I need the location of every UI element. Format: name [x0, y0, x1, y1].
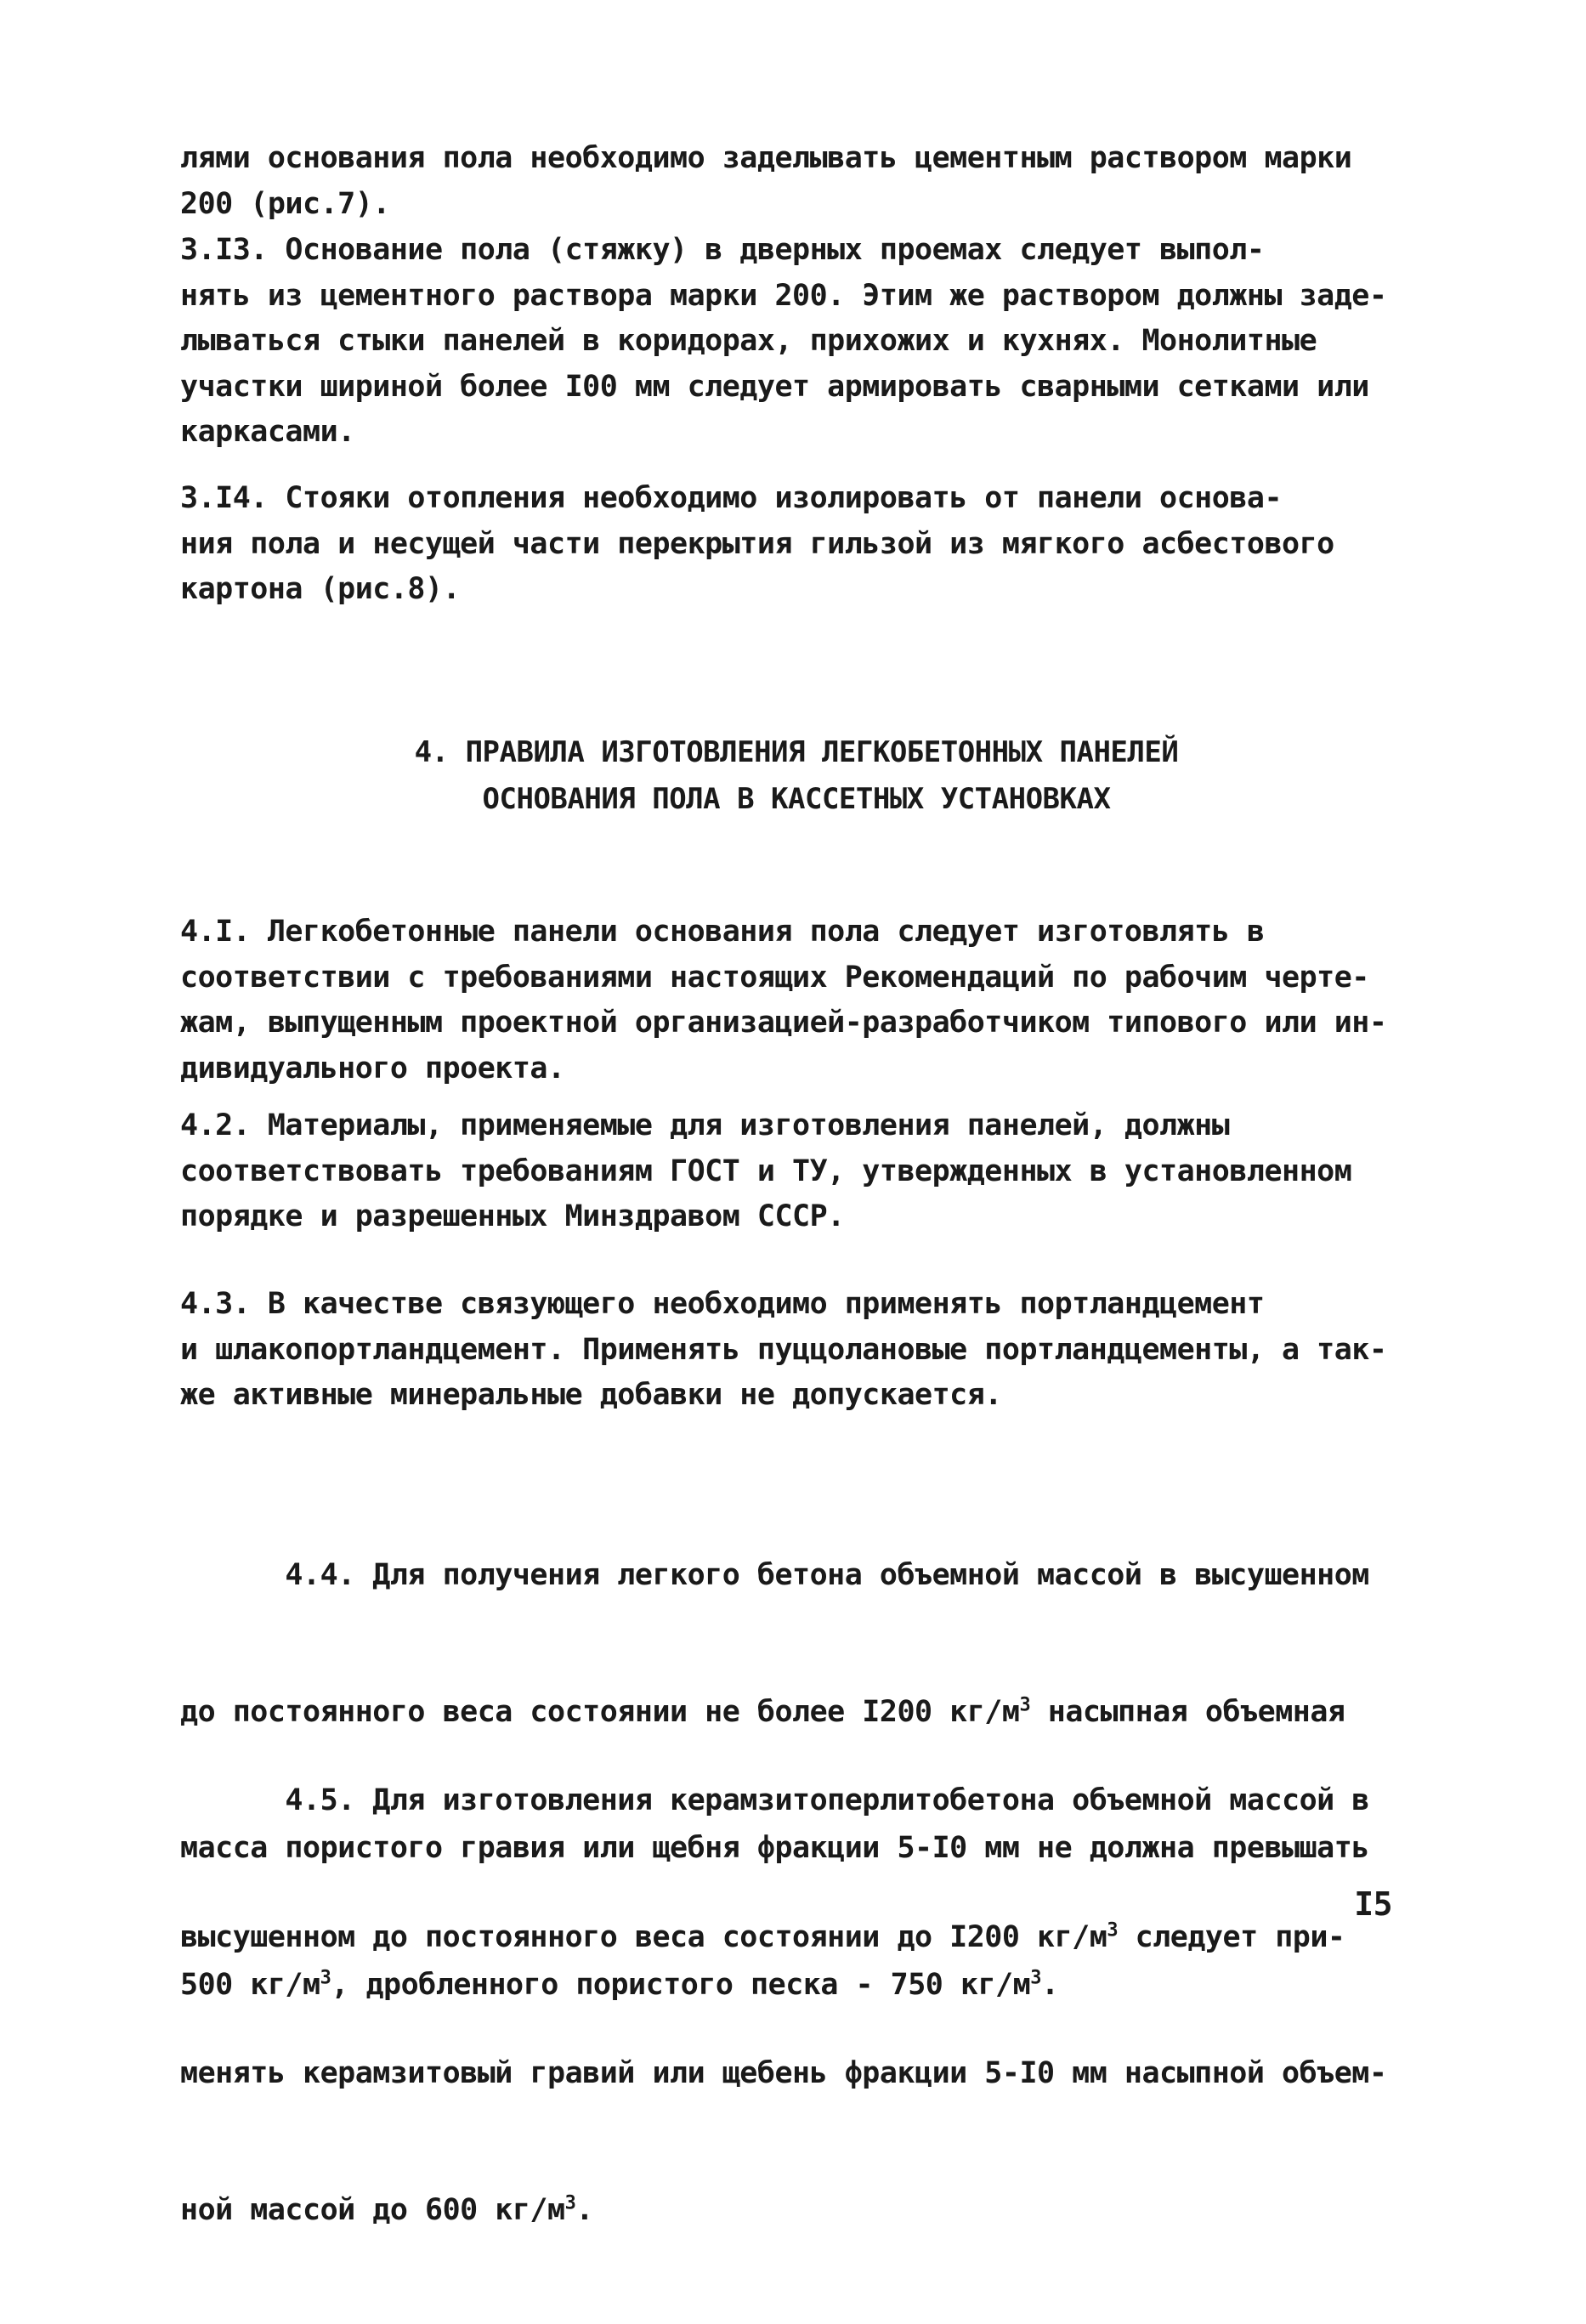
paragraph-continuation: лями основания пола необходимо заделывать цементным раствором марки 200 (рис.7). — [180, 141, 1352, 221]
paragraph-4-5-line-4 — [180, 2188, 1413, 2234]
paragraph-4-1: 4.I. Легкобетонные панели основания пола следует изготовлять в соответствии с требованиями настоящих Рекомендаций по рабочим черте- жам, выпущенным проектной организацией-разработчиком типового или ин- дивидуального проекта. — [180, 915, 1387, 1085]
text-segment: . — [1040, 1967, 1059, 2002]
paragraph-4-5-line-1: 4.5. Для изготовления керамзитоперлитобетона объемной массой в — [180, 1783, 1369, 1817]
text-segment: высушенном до постоянного веса состоянии до I200 кг/м — [180, 1919, 1107, 1954]
section-4-heading: 4. ПРАВИЛА ИЗГОТОВЛЕНИЯ ЛЕГКОБЕТОННЫХ ПАНЕЛЕЙ ОСНОВАНИЯ ПОЛА В КАССЕТНЫХ УСТАНОВКАХ — [414, 735, 1179, 816]
superscript: 3 — [320, 1966, 331, 1988]
text-segment: насыпная объемная — [1030, 1694, 1345, 1729]
paragraph-4-5-line-2 — [180, 1915, 1413, 1961]
superscript: 3 — [1107, 1919, 1119, 1941]
superscript: 3 — [1019, 1693, 1031, 1715]
text-segment: следует при- — [1118, 1919, 1345, 1954]
page-number: I5 — [1354, 1885, 1392, 1923]
paragraph-3-14: 3.I4. Стояки отопления необходимо изолировать от панели основа- ния пола и несущей части перекрытия гильзой из мягкого асбестового картона (рис.8). — [180, 481, 1334, 606]
text-segment: 500 кг/м — [180, 1967, 320, 2002]
text-segment: ной массой до 600 кг/м — [180, 2192, 565, 2227]
text-segment: . — [575, 2192, 593, 2227]
paragraph-4-5 — [180, 1687, 1413, 2324]
paragraph-4-4-line-3: масса пористого гравия или щебня фракции 5-I0 мм не должна превышать — [180, 1831, 1369, 1865]
paragraph-4-3: 4.3. В качестве связующего необходимо применять портландцемент и шлакопортландцемент. Применять пуццолановые портландцементы, а так- же активные минеральные добавки не допускается. — [180, 1287, 1387, 1412]
superscript: 3 — [1030, 1966, 1041, 1988]
text-segment: , дробленного пористого песка - 750 кг/м — [331, 1967, 1031, 2002]
paragraph-4-5-line-3: менять керамзитовый гравий или щебень фракции 5-I0 мм насыпной объем- — [180, 2056, 1387, 2090]
text-segment: до постоянного веса состоянии не более I200 кг/м — [180, 1694, 1020, 1729]
paragraph-4-2: 4.2. Материалы, применяемые для изготовления панелей, должны соответствовать требованиям ГОСТ и ТУ, утвержденных в установленном порядке и разрешенных Минздравом СССР. — [180, 1108, 1352, 1233]
paragraph-3-13: 3.I3. Основание пола (стяжку) в дверных проемах следует выпол- нять из цементного раствора марки 200. Этим же раствором должны заде- лываться стыки панелей в коридорах, прихожих и кухнях. Монолитные участки шириной более I00 мм следует армировать сварными сетками или каркасами. — [180, 233, 1387, 449]
paragraph-4-4-line-1: 4.4. Для получения легкого бетона объемной массой в высушенном — [180, 1558, 1369, 1592]
superscript: 3 — [564, 2191, 576, 2213]
